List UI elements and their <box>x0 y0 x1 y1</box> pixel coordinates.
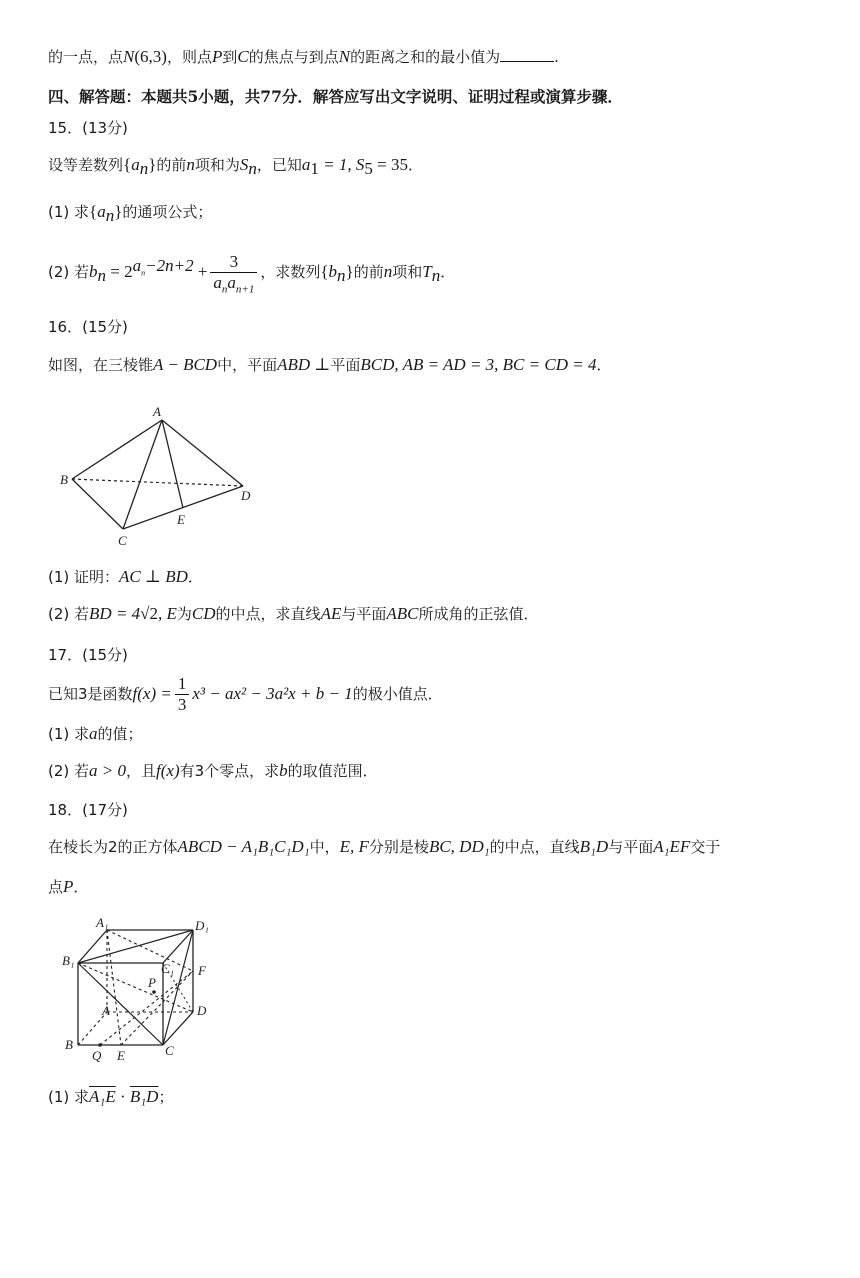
label-C: C <box>118 533 127 548</box>
q18-part1: (1) 求A₁E · B₁D； <box>48 1087 174 1106</box>
fraction: $\frac{1}{3}$ <box>175 674 190 715</box>
label-D1: D₁ <box>195 918 209 933</box>
label-D: D <box>197 1003 207 1018</box>
q16-header: 16．(15分) <box>48 318 128 336</box>
label-A1: A₁ <box>96 915 109 930</box>
q17-statement: 已知3是函数f(x) = $\frac{1}{3}$ x³ − ax² − 3a²x + b − 1的极小值点． <box>48 674 443 714</box>
label-C1: C₁ <box>161 961 175 976</box>
q15-header: 15．(13分) <box>48 119 128 137</box>
label-B: B <box>65 1037 73 1052</box>
label-B: B <box>60 472 68 487</box>
q18-header: 18．(17分) <box>48 801 128 819</box>
q17-part1: (1) 求a的值； <box>48 724 143 743</box>
label-B1: B₁ <box>62 953 75 968</box>
q18-statement-cont: 点P． <box>48 877 89 896</box>
label-E: E <box>117 1048 125 1063</box>
label-P: P <box>148 975 156 990</box>
q17-part2: (2) 若a > 0，且f(x)有3个零点，求b的取值范围． <box>48 761 378 780</box>
label-A: A <box>102 1003 110 1018</box>
label-F: F <box>198 963 206 978</box>
q17-header: 17．(15分) <box>48 646 128 664</box>
problem-continuation-line: 的一点，点N(6,3)，则点P到C的焦点与到点N的距离之和的最小值为 . <box>48 47 559 66</box>
label-D: D <box>241 488 251 503</box>
q15-statement: 设等差数列$\{a_n\}$的前n项和为$S_n$，已知$a_1 = 1$, $S_5 = 35$． <box>48 155 423 178</box>
label-E: E <box>177 512 185 527</box>
q15-part2: (2) 若$b_n = 2^{a_n-2n+2}$ + $\frac{3}{a_na_{n+1}}$ ，求数列$\{b_n\}$的前n项和$T_n$． <box>48 252 456 296</box>
q16-part1: (1) 证明：AC ⊥ BD． <box>48 567 203 586</box>
q16-statement: 如图，在三棱锥A − BCD中，平面ABD ⊥平面BCD, AB = AD = 3, BC = CD = 4． <box>48 355 612 374</box>
tetrahedron-figure <box>50 400 270 550</box>
answer-blank <box>500 47 554 62</box>
q15-part1: (1) 求$\{a_n\}$的通项公式； <box>48 202 213 225</box>
q16-part2: (2) 若BD = 4√2, E为CD的中点，求直线AE与平面ABC所成角的正弦值． <box>48 604 539 623</box>
label-C: C <box>165 1043 174 1058</box>
q18-statement: 在棱长为2的正方体ABCD − A₁B₁C₁D₁中，E, F分别是棱BC, DD₁的中点，直线B₁D与平面A₁EF交于 <box>48 837 721 856</box>
fraction: $\frac{3}{a_na_{n+1}}$ <box>210 252 257 293</box>
label-A: A <box>153 404 161 419</box>
cube-figure <box>60 915 230 1065</box>
section-heading: 四、解答题：本题共5小题，共77分．解答应写出文字说明、证明过程或演算步骤． <box>48 87 623 106</box>
label-Q: Q <box>92 1048 102 1063</box>
